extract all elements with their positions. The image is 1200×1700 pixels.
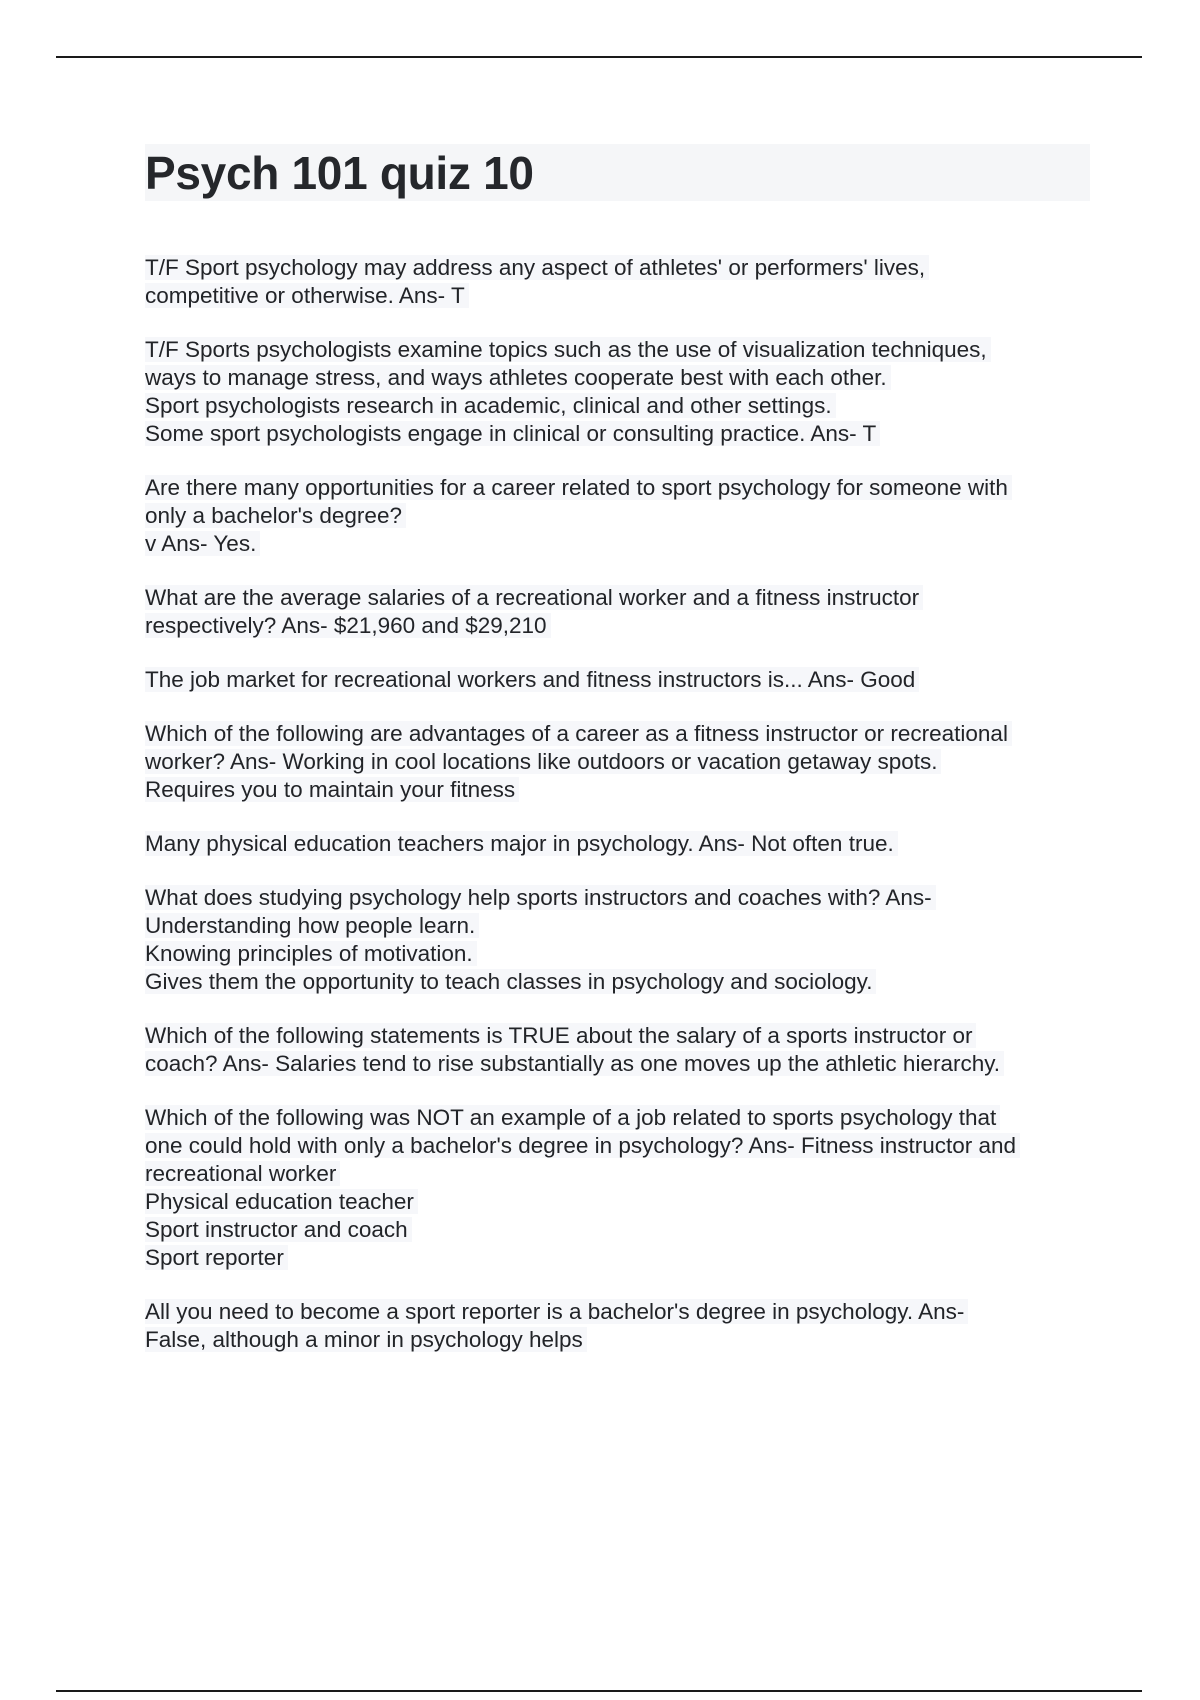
question-item [145, 1298, 1090, 1354]
question-line-text: recreational worker [145, 1161, 340, 1186]
question-line-text: competitive or otherwise. Ans- T [145, 283, 469, 308]
question-line-text: What does studying psychology help sports instructors and coaches with? Ans- [145, 885, 936, 910]
question-item [145, 1022, 1090, 1078]
question-line-text: Requires you to maintain your fitness [145, 777, 519, 802]
question-line-text: False, although a minor in psychology helps [145, 1327, 587, 1352]
title-band [145, 144, 1090, 201]
question-line-text: Are there many opportunities for a career related to sport psychology for someone with [145, 475, 1012, 500]
question-line [145, 1188, 1090, 1216]
question-item [145, 474, 1090, 558]
question-line [145, 912, 1090, 940]
question-line-text: The job market for recreational workers and fitness instructors is... Ans- Good [145, 667, 919, 692]
question-line-text: Many physical education teachers major in psychology. Ans- Not often true. [145, 831, 898, 856]
question-line-text: ways to manage stress, and ways athletes cooperate best with each other. [145, 365, 891, 390]
question-line [145, 336, 1090, 364]
question-line-text: T/F Sports psychologists examine topics such as the use of visualization techniques, [145, 337, 991, 362]
question-item [145, 584, 1090, 640]
question-item [145, 830, 1090, 858]
question-line [145, 776, 1090, 804]
question-line [145, 420, 1090, 448]
question-line [145, 720, 1090, 748]
question-item [145, 720, 1090, 804]
top-rule [56, 56, 1142, 58]
question-line-text: coach? Ans- Salaries tend to rise substantially as one moves up the athletic hierarchy. [145, 1051, 1004, 1076]
question-line-text: Which of the following are advantages of a career as a fitness instructor or recreational [145, 721, 1012, 746]
question-line [145, 1104, 1090, 1132]
question-line [145, 474, 1090, 502]
question-line-text: Which of the following statements is TRUE about the salary of a sports instructor or [145, 1023, 976, 1048]
question-line-text: Knowing principles of motivation. [145, 941, 477, 966]
question-line-text: Understanding how people learn. [145, 913, 479, 938]
question-line [145, 1326, 1090, 1354]
question-line [145, 502, 1090, 530]
question-line-text: Some sport psychologists engage in clinical or consulting practice. Ans- T [145, 421, 880, 446]
question-line-text: respectively? Ans- $21,960 and $29,210 [145, 613, 551, 638]
question-item [145, 884, 1090, 996]
question-line-text: T/F Sport psychology may address any aspect of athletes' or performers' lives, [145, 255, 929, 280]
question-line [145, 254, 1090, 282]
question-line [145, 666, 1090, 694]
question-line-text: Gives them the opportunity to teach classes in psychology and sociology. [145, 969, 876, 994]
question-line [145, 584, 1090, 612]
question-line [145, 968, 1090, 996]
question-list [145, 254, 1090, 1354]
question-line-text: What are the average salaries of a recreational worker and a fitness instructor [145, 585, 923, 610]
question-line [145, 612, 1090, 640]
document-title: Psych 101 quiz 10 [145, 146, 534, 199]
question-line [145, 884, 1090, 912]
question-line-text: Sport instructor and coach [145, 1217, 412, 1242]
question-line-text: All you need to become a sport reporter is a bachelor's degree in psychology. Ans- [145, 1299, 968, 1324]
question-item [145, 666, 1090, 694]
question-line-text: only a bachelor's degree? [145, 503, 406, 528]
question-line [145, 1216, 1090, 1244]
question-item [145, 336, 1090, 448]
question-line [145, 364, 1090, 392]
question-line [145, 1050, 1090, 1078]
question-line [145, 1132, 1090, 1160]
question-line [145, 1244, 1090, 1272]
question-line-text: Physical education teacher [145, 1189, 418, 1214]
question-line [145, 748, 1090, 776]
question-line-text: Sport reporter [145, 1245, 288, 1270]
question-line [145, 1022, 1090, 1050]
question-line [145, 940, 1090, 968]
question-item [145, 1104, 1090, 1272]
question-line [145, 830, 1090, 858]
document-body [145, 144, 1090, 1380]
question-line [145, 1298, 1090, 1326]
question-line [145, 282, 1090, 310]
question-line [145, 1160, 1090, 1188]
question-line-text: worker? Ans- Working in cool locations like outdoors or vacation getaway spots. [145, 749, 941, 774]
question-line [145, 392, 1090, 420]
question-line-text: Sport psychologists research in academic, clinical and other settings. [145, 393, 836, 418]
question-line-text: Which of the following was NOT an example of a job related to sports psychology that [145, 1105, 1000, 1130]
bottom-rule [56, 1690, 1142, 1692]
question-line [145, 530, 1090, 558]
question-line-text: one could hold with only a bachelor's degree in psychology? Ans- Fitness instructor and [145, 1133, 1020, 1158]
question-item [145, 254, 1090, 310]
question-line-text: v Ans- Yes. [145, 531, 260, 556]
